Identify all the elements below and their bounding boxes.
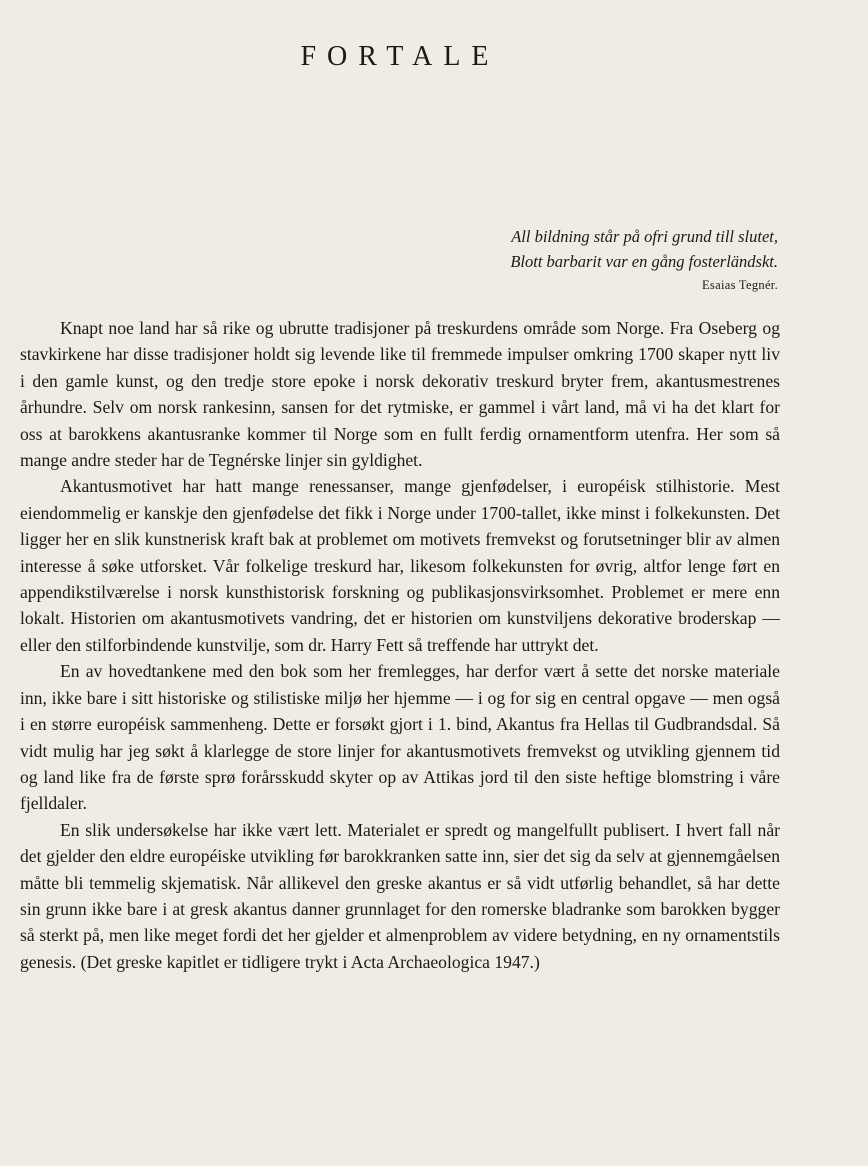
- page-title: FORTALE: [300, 40, 500, 72]
- paragraph: Akantusmotivet har hatt mange renessanser, mange gjenfødelser, i européisk stilhistorie. Mest eiendommelig er kanskje den gjenfødelse det fikk i Norge under 1700-tallet, ikke minst i folkekunsten. Det ligger her en slik kunstnerisk kraft bak at problemet om motivets fremvekst og forutsetninger blir av almen interesse å søke utforsket. Vår folkelige treskurd har, likesom folkekunsten for øvrig, altfor lenge ført en appendikstilværelse i norsk kunsthistorisk forskning og publikasjonsvirksomhet. Problemet er mere enn lokalt. Historien om akantusmotivets vandring, det er historien om kunstviljens dekorative broderskap — eller den stilforbindende kunstvilje, som dr. Harry Fett så treffende har uttrykt det.: [20, 476, 780, 655]
- paragraph: En slik undersøkelse har ikke vært lett. Materialet er spredt og mangelfullt publisert. I hvert fall når det gjelder den eldre européiske utvikling før barokkranken satte inn, sier det sig da selv at gjennemgåelsen måtte bli temmelig skjematisk. Når allikevel den greske akantus er så vidt utførlig behandlet, så har dette sin grunn ikke bare i at gresk akantus danner grunnlaget for den romerske bladranke som barokken bygger så sterkt på, men like meget fordi det her gjelder et almenproblem av videre betydning, en ny ornamentstils genesis. (Det greske kapitlet er tidligere trykt i Acta Archaeologica 1947.): [20, 819, 780, 972]
- epigraph: [510, 224, 778, 293]
- epigraph-line: All bildning står på ofri grund till slutet,: [511, 227, 778, 246]
- paragraph: Knapt noe land har så rike og ubrutte tradisjoner på treskurdens område som Norge. Fra Oseberg og stavkirkene har disse tradisjoner holdt sig levende like til fremmede impulser omkring 1700 skaper nytt liv i den gamle kunst, og den tredje store epoke i norsk dekorativ treskurd bryter frem, akantusmestrenes århundre. Selv om norsk rankesinn, sansen for det rytmiske, er gammel i vårt land, må vi ha det klart for oss at barokkens akantusranke kommer til Norge som en fullt ferdig ornamentform utenfra. Her som så mange andre steder har de Tegnérske linjer sin gyldighet.: [20, 318, 780, 471]
- preface-body: [20, 315, 780, 975]
- epigraph-author: Esaias Tegnér.: [702, 278, 778, 292]
- epigraph-line: Blott barbarit var en gång fosterländskt.: [510, 252, 778, 271]
- paragraph: En av hovedtankene med den bok som her fremlegges, har derfor vært å sette det norske materiale inn, ikke bare i sitt historiske og stilistiske miljø her hjemme — i og for sig en central opgave — men også i en større européisk sammenheng. Dette er forsøkt gjort i 1. bind, Akantus fra Hellas til Gudbrandsdal. Så vidt mulig har jeg søkt å klarlegge de store linjer for akantusmotivets fremvekst og utvikling gjennem tid og land like fra de første sprø forårsskudd skyter op av Attikas jord til den siste heftige blomstring i våre fjelldaler.: [20, 661, 780, 814]
